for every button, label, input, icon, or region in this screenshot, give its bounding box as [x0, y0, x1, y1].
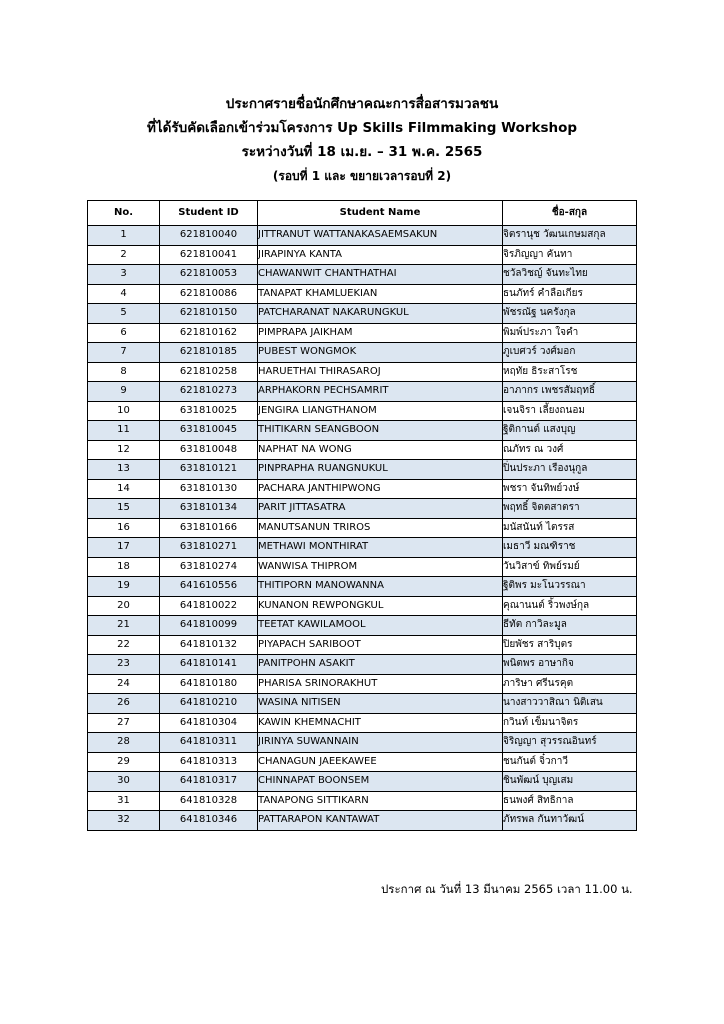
cell-thai-name: ชวัลวิชญ์ จันทะไทย — [503, 265, 637, 285]
cell-thai-name: ณภัทร ณ วงศ์ — [503, 440, 637, 460]
table-row — [88, 421, 637, 441]
cell-student-name: JENGIRA LIANGTHANOM — [258, 401, 503, 421]
table-row — [88, 674, 637, 694]
cell-student-id: 621810258 — [160, 362, 258, 382]
cell-student-id: 631810121 — [160, 460, 258, 480]
cell-no: 24 — [88, 674, 160, 694]
cell-student-id: 631810025 — [160, 401, 258, 421]
cell-thai-name: ภูเบศวร์ วงศ์มอก — [503, 343, 637, 363]
cell-thai-name: ภัทรพล กันทาวัฒน์ — [503, 811, 637, 831]
cell-thai-name: มนัสนันท์ ไตรรส — [503, 518, 637, 538]
document-header — [0, 92, 724, 188]
cell-no: 3 — [88, 265, 160, 285]
table-row — [88, 343, 637, 363]
cell-thai-name: นางสาววาสิณา นิติเสน — [503, 694, 637, 714]
cell-student-id: 631810271 — [160, 538, 258, 558]
cell-student-name: TANAPONG SITTIKARN — [258, 791, 503, 811]
cell-student-id: 641810313 — [160, 752, 258, 772]
cell-student-id: 641610556 — [160, 577, 258, 597]
cell-thai-name: จิรภิญญา คันทา — [503, 245, 637, 265]
cell-student-id: 641810210 — [160, 694, 258, 714]
cell-no: 5 — [88, 304, 160, 324]
cell-no: 19 — [88, 577, 160, 597]
cell-student-name: KAWIN KHEMNACHIT — [258, 713, 503, 733]
table-row — [88, 596, 637, 616]
cell-thai-name: คุณานนต์ ริ้วพงษ์กุล — [503, 596, 637, 616]
cell-thai-name: วันวิสาข์ ทิพย์รมย์ — [503, 557, 637, 577]
cell-thai-name: พิมพ์ประภา ใจคำ — [503, 323, 637, 343]
cell-student-name: PIMPRAPA JAIKHAM — [258, 323, 503, 343]
cell-no: 27 — [88, 713, 160, 733]
cell-thai-name: อาภากร เพชรสัมฤทธิ์ — [503, 382, 637, 402]
cell-thai-name: ธนพงศ์ สิทธิกาล — [503, 791, 637, 811]
table-row — [88, 382, 637, 402]
table-row — [88, 616, 637, 636]
cell-student-name: CHANAGUN JAEEKAWEE — [258, 752, 503, 772]
table-row — [88, 791, 637, 811]
cell-no: 31 — [88, 791, 160, 811]
cell-student-name: KUNANON REWPONGKUL — [258, 596, 503, 616]
cell-thai-name: พัชรณัฐ นครังกุล — [503, 304, 637, 324]
table-row — [88, 713, 637, 733]
cell-student-name: NAPHAT NA WONG — [258, 440, 503, 460]
cell-thai-name: พฤทธิ์ จิตตสาตรา — [503, 499, 637, 519]
cell-student-name: CHINNAPAT BOONSEM — [258, 772, 503, 792]
cell-no: 30 — [88, 772, 160, 792]
cell-thai-name: พชรา จันทิพย์วงษ์ — [503, 479, 637, 499]
column-header-student-id: Student ID — [160, 201, 258, 226]
cell-thai-name: ฐิติพร มะโนวรรณา — [503, 577, 637, 597]
cell-student-name: JITTRANUT WATTANAKASAEMSAKUN — [258, 226, 503, 246]
cell-student-name: PIYAPACH SARIBOOT — [258, 635, 503, 655]
table-row — [88, 811, 637, 831]
cell-thai-name: เมธาวี มณฑิราช — [503, 538, 637, 558]
cell-no: 16 — [88, 518, 160, 538]
cell-no: 28 — [88, 733, 160, 753]
cell-no: 6 — [88, 323, 160, 343]
cell-student-name: TANAPAT KHAMLUEKIAN — [258, 284, 503, 304]
cell-student-id: 631810048 — [160, 440, 258, 460]
table-row — [88, 772, 637, 792]
cell-student-name: PATTARAPON KANTAWAT — [258, 811, 503, 831]
cell-thai-name: ภาริษา ศรีนรคุต — [503, 674, 637, 694]
cell-student-id: 641810311 — [160, 733, 258, 753]
table-row — [88, 733, 637, 753]
cell-thai-name: ชนกันต์ จิ๋วกาวี — [503, 752, 637, 772]
table-body — [88, 226, 637, 831]
cell-thai-name: ธีทัต กาวิละมูล — [503, 616, 637, 636]
announcement-date: ประกาศ ณ วันที่ 13 มีนาคม 2565 เวลา 11.00 น. — [381, 882, 633, 896]
table-row — [88, 265, 637, 285]
cell-no: 8 — [88, 362, 160, 382]
cell-student-id: 641810141 — [160, 655, 258, 675]
table-row — [88, 518, 637, 538]
cell-student-name: PATCHARANAT NAKARUNGKUL — [258, 304, 503, 324]
table-row — [88, 362, 637, 382]
cell-student-name: THITIKARN SEANGBOON — [258, 421, 503, 441]
cell-student-name: TEETAT KAWILAMOOL — [258, 616, 503, 636]
cell-no: 15 — [88, 499, 160, 519]
cell-student-id: 621810040 — [160, 226, 258, 246]
cell-no: 2 — [88, 245, 160, 265]
cell-no: 11 — [88, 421, 160, 441]
cell-student-id: 641810328 — [160, 791, 258, 811]
cell-no: 12 — [88, 440, 160, 460]
cell-student-name: PACHARA JANTHIPWONG — [258, 479, 503, 499]
table-row — [88, 635, 637, 655]
cell-student-id: 621810041 — [160, 245, 258, 265]
cell-student-id: 631810166 — [160, 518, 258, 538]
cell-student-id: 641810022 — [160, 596, 258, 616]
cell-student-id: 621810273 — [160, 382, 258, 402]
cell-student-name: MANUTSANUN TRIROS — [258, 518, 503, 538]
cell-student-name: THITIPORN MANOWANNA — [258, 577, 503, 597]
cell-student-name: WASINA NITISEN — [258, 694, 503, 714]
cell-student-name: PUBEST WONGMOK — [258, 343, 503, 363]
table-row — [88, 557, 637, 577]
table-row — [88, 323, 637, 343]
cell-student-name: PINPRAPHA RUANGNUKUL — [258, 460, 503, 480]
cell-student-id: 641810304 — [160, 713, 258, 733]
table-row — [88, 460, 637, 480]
student-table — [87, 200, 637, 831]
cell-thai-name: เจนจิรา เลี้ยงถนอม — [503, 401, 637, 421]
cell-student-id: 641810132 — [160, 635, 258, 655]
cell-student-id: 621810185 — [160, 343, 258, 363]
table-row — [88, 694, 637, 714]
table-row — [88, 440, 637, 460]
header-date-range: ระหว่างวันที่ 18 เม.ย. – 31 พ.ค. 2565 — [241, 144, 483, 160]
cell-student-id: 621810086 — [160, 284, 258, 304]
cell-student-id: 641810346 — [160, 811, 258, 831]
cell-student-id: 641810099 — [160, 616, 258, 636]
cell-no: 4 — [88, 284, 160, 304]
cell-no: 17 — [88, 538, 160, 558]
table-row — [88, 655, 637, 675]
cell-thai-name: ธนภัทร์ คำลือเกียร — [503, 284, 637, 304]
table-row — [88, 499, 637, 519]
cell-thai-name: ฐิติกานต์ แสงบุญ — [503, 421, 637, 441]
table-row — [88, 245, 637, 265]
cell-no: 10 — [88, 401, 160, 421]
cell-no: 20 — [88, 596, 160, 616]
cell-student-id: 621810162 — [160, 323, 258, 343]
cell-student-id: 631810134 — [160, 499, 258, 519]
cell-student-id: 641810180 — [160, 674, 258, 694]
column-header-thai-name: ชื่อ-สกุล — [503, 201, 637, 226]
cell-thai-name: พนิตพร อาษากิจ — [503, 655, 637, 675]
cell-no: 13 — [88, 460, 160, 480]
table-row — [88, 479, 637, 499]
cell-thai-name: ชินพัฒน์ บุญเสม — [503, 772, 637, 792]
cell-thai-name: จิริญญา สุวรรณอินทร์ — [503, 733, 637, 753]
table-row — [88, 752, 637, 772]
column-header-student-name: Student Name — [258, 201, 503, 226]
cell-no: 9 — [88, 382, 160, 402]
cell-no: 23 — [88, 655, 160, 675]
cell-no: 21 — [88, 616, 160, 636]
cell-student-name: JIRINYA SUWANNAIN — [258, 733, 503, 753]
cell-thai-name: ปิยพัชร สาริบุตร — [503, 635, 637, 655]
table-row — [88, 401, 637, 421]
table-header-row — [88, 201, 637, 226]
column-header-no: No. — [88, 201, 160, 226]
cell-student-id: 631810130 — [160, 479, 258, 499]
cell-no: 22 — [88, 635, 160, 655]
header-project: ที่ได้รับคัดเลือกเข้าร่วมโครงการ Up Skills Filmmaking Workshop — [146, 120, 578, 136]
table-row — [88, 304, 637, 324]
cell-student-id: 621810053 — [160, 265, 258, 285]
table-row — [88, 284, 637, 304]
cell-no: 18 — [88, 557, 160, 577]
table-row — [88, 538, 637, 558]
cell-no: 7 — [88, 343, 160, 363]
cell-thai-name: จิตรานุช วัฒนเกษมสกุล — [503, 226, 637, 246]
cell-student-id: 641810317 — [160, 772, 258, 792]
cell-thai-name: หฤทัย ธิระสาโรช — [503, 362, 637, 382]
table-row — [88, 226, 637, 246]
header-round-note: (รอบที่ 1 และ ขยายเวลารอบที่ 2) — [272, 169, 452, 183]
cell-no: 29 — [88, 752, 160, 772]
cell-student-name: WANWISA THIPROM — [258, 557, 503, 577]
table-row — [88, 577, 637, 597]
cell-no: 32 — [88, 811, 160, 831]
cell-no: 1 — [88, 226, 160, 246]
cell-student-name: CHAWANWIT CHANTHATHAI — [258, 265, 503, 285]
header-title: ประกาศรายชื่อนักศึกษาคณะการสื่อสารมวลชน — [225, 96, 499, 112]
cell-student-id: 621810150 — [160, 304, 258, 324]
cell-no: 14 — [88, 479, 160, 499]
cell-thai-name: กวินท์ เข็มนาจิตร — [503, 713, 637, 733]
cell-student-id: 631810274 — [160, 557, 258, 577]
cell-student-id: 631810045 — [160, 421, 258, 441]
cell-student-name: PANITPOHN ASAKIT — [258, 655, 503, 675]
cell-student-name: ARPHAKORN PECHSAMRIT — [258, 382, 503, 402]
cell-student-name: HARUETHAI THIRASAROJ — [258, 362, 503, 382]
cell-student-name: PARIT JITTASATRA — [258, 499, 503, 519]
cell-student-name: JIRAPINYA KANTA — [258, 245, 503, 265]
cell-thai-name: ปิ่นประภา เรืองนุกูล — [503, 460, 637, 480]
cell-student-name: METHAWI MONTHIRAT — [258, 538, 503, 558]
cell-student-name: PHARISA SRINORAKHUT — [258, 674, 503, 694]
cell-no: 26 — [88, 694, 160, 714]
